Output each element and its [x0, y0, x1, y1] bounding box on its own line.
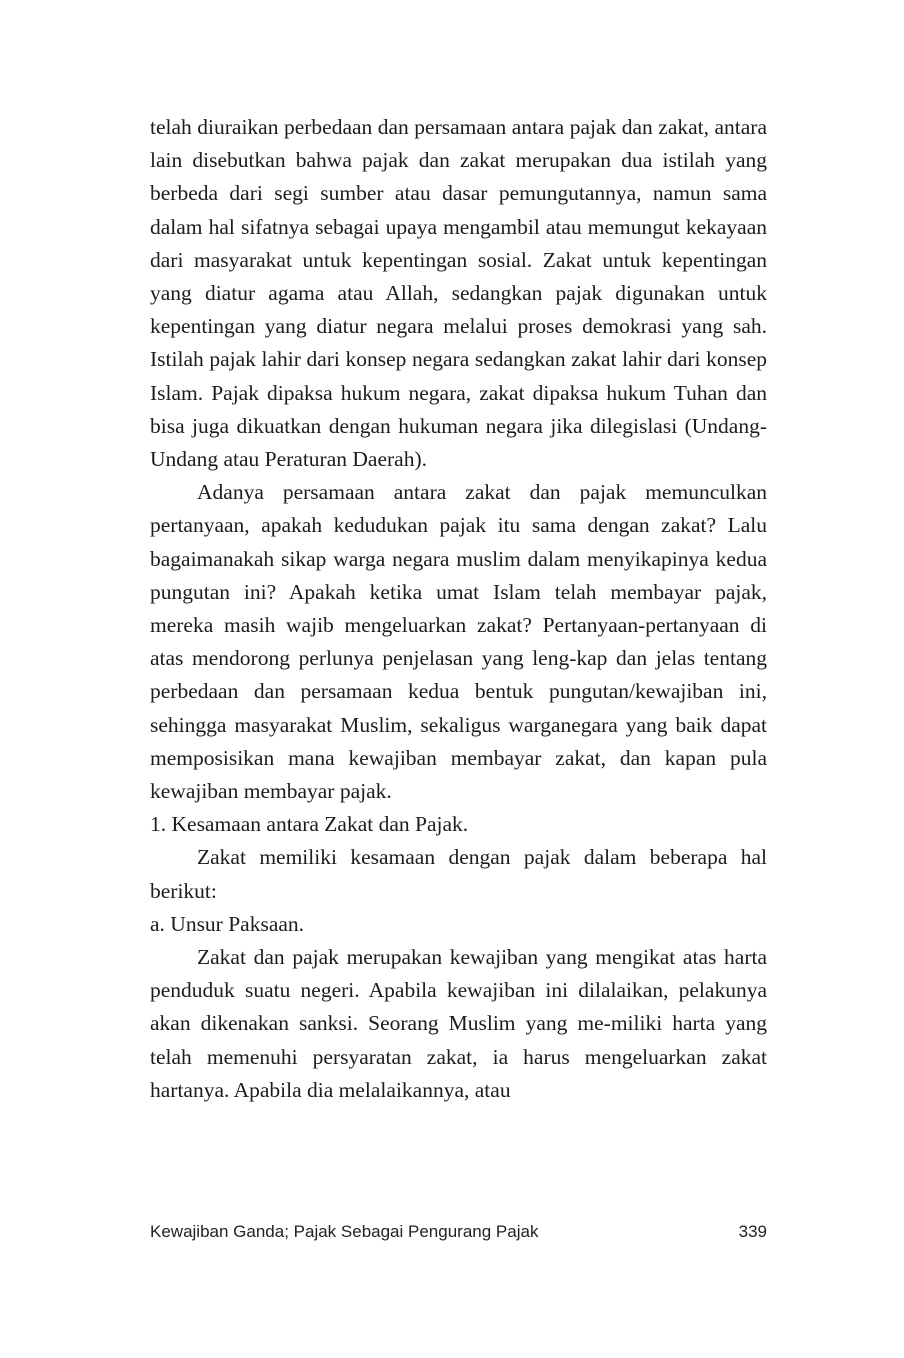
section-heading-1: 1. Kesamaan antara Zakat dan Pajak.: [150, 812, 469, 837]
paragraph-4: Zakat dan pajak merupakan kewajiban yang mengikat atas harta penduduk suatu negeri. Apabila kewajiban ini dilalaikan, pelakunya akan dikenakan sanksi. Seorang Muslim yang me-miliki harta yang telah memenuhi persyaratan zakat, ia harus mengeluarkan zakat hartanya. Apabila dia melalaikannya, atau: [150, 945, 767, 1102]
paragraph-2: Adanya persamaan antara zakat dan pajak memunculkan pertanyaan, apakah kedudukan pajak itu sama dengan zakat? Lalu bagaimanakah sikap warga negara muslim dalam menyikapinya kedua pungutan ini? Apakah ketika umat Islam telah membayar pajak, mereka masih wajib mengeluarkan zakat? Pertanyaan-pertanyaan di atas mendorong perlunya penjelasan yang leng-kap dan jelas tentang perbedaan dan persamaan kedua bentuk pungutan/kewajiban ini, sehingga masyarakat Muslim, sekaligus warganegara yang baik dapat memposisikan mana kewajiban membayar zakat, dan kapan pula kewajiban membayar pajak.: [150, 480, 767, 804]
running-title: Kewajiban Ganda; Pajak Sebagai Pengurang Pajak: [150, 1222, 539, 1241]
page-footer: [150, 1222, 767, 1242]
page-body: [150, 111, 767, 1107]
paragraph-1: telah diuraikan perbedaan dan persamaan antara pajak dan zakat, antara lain disebutkan bahwa pajak dan zakat merupakan dua istilah yang berbeda dari segi sumber atau dasar pemungutannya, namun sama dalam hal sifatnya sebagai upaya mengambil atau memungut kekayaan dari masyarakat untuk kepentingan sosial. Zakat untuk kepentingan yang diatur agama atau Allah, sedangkan pajak digunakan untuk kepentingan yang diatur negara melalui proses demokrasi yang sah. Istilah pajak lahir dari konsep negara sedangkan zakat lahir dari konsep Islam. Pajak dipaksa hukum negara, zakat dipaksa hukum Tuhan dan bisa juga dikuatkan dengan hukuman negara jika dilegislasi (Undang-Undang atau Peraturan Daerah).: [150, 115, 767, 472]
subsection-heading-a: a. Unsur Paksaan.: [150, 911, 305, 936]
paragraph-3: Zakat memiliki kesamaan dengan pajak dalam beberapa hal berikut:: [150, 845, 767, 903]
page-number: 339: [738, 1222, 767, 1241]
